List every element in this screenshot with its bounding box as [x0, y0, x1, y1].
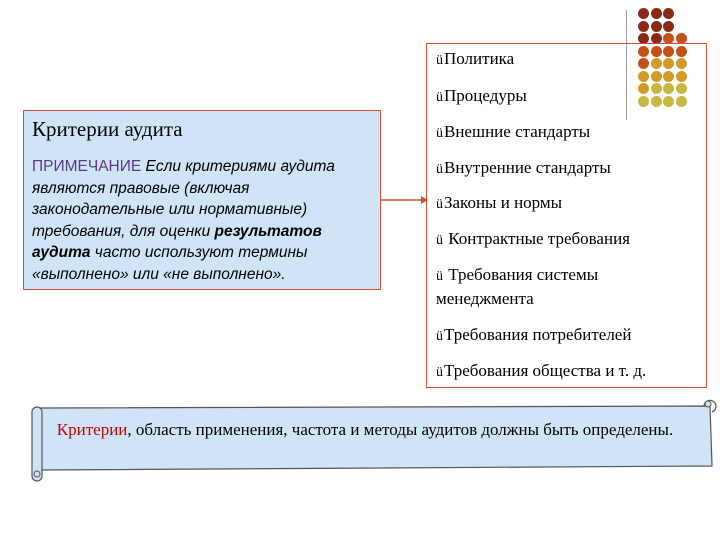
- decorative-dot: [638, 8, 649, 19]
- list-item-external-standards: üВнешние стандарты: [436, 122, 591, 141]
- decorative-dot: [638, 21, 649, 32]
- banner-text: [50, 418, 680, 442]
- connector-arrow: [381, 194, 431, 206]
- list-item-policy: üПолитика: [436, 49, 515, 68]
- decorative-dot: [651, 8, 662, 19]
- check-icon: ü: [436, 197, 443, 212]
- decorative-dot: [663, 21, 674, 32]
- check-icon: ü: [436, 269, 443, 284]
- decorative-dot: [663, 8, 674, 19]
- banner-rest: , область применения, частота и методы аудитов должны быть определены.: [127, 420, 674, 439]
- list-item-procedures: üПроцедуры: [436, 86, 527, 105]
- check-icon: ü: [436, 233, 443, 248]
- list-item-society: üТребования общества и т. д.: [436, 361, 647, 380]
- list-item-internal-standards: üВнутренние стандарты: [436, 158, 611, 177]
- check-icon: ü: [436, 329, 443, 344]
- note-lead: ПРИМЕЧАНИЕ: [32, 158, 142, 175]
- note-text-1: Если критериями аудита являются правовые (включая законодательные или нормативные) требования, для оценки: [32, 158, 335, 240]
- note-bold-text: результатов аудита: [32, 222, 322, 261]
- list-item-laws: üЗаконы и нормы: [436, 193, 563, 212]
- note-text-2: часто используют термины «выполнено» или «не выполнено».: [32, 244, 308, 283]
- criteria-box: [23, 110, 381, 290]
- check-icon: ü: [436, 126, 443, 141]
- criteria-title: Критерии аудита: [32, 117, 183, 141]
- banner-highlight: Критерии: [56, 420, 128, 439]
- list-item-customers: üТребования потребителей: [436, 325, 632, 344]
- check-icon: ü: [436, 365, 443, 380]
- list-item-contract: ü Контрактные требования: [436, 229, 630, 248]
- check-icon: ü: [436, 53, 443, 68]
- check-icon: ü: [436, 162, 443, 177]
- list-item-management-system: ü Требования системы менеджмента: [436, 265, 599, 308]
- check-icon: ü: [436, 90, 443, 105]
- criteria-note: [32, 156, 382, 285]
- decorative-dot: [651, 21, 662, 32]
- list-box-left-edge: [426, 43, 427, 388]
